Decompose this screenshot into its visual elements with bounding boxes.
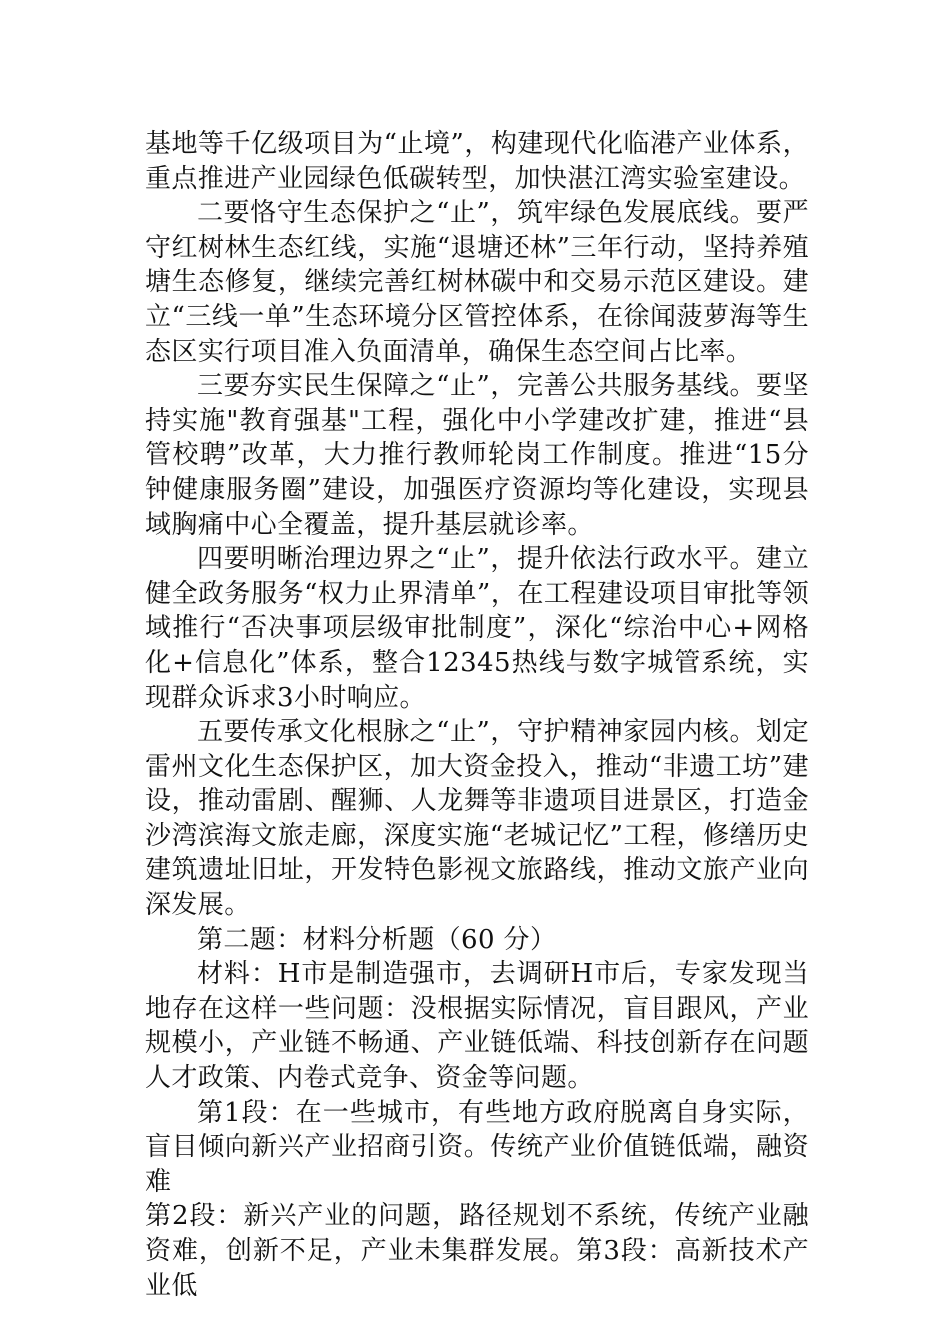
document-body bbox=[145, 127, 809, 1303]
paragraph-section-one: 第1段：在一些城市，有些地方政府脱离自身实际，盲目倾向新兴产业招商引资。传统产业价值链低端，融资难 bbox=[145, 1097, 809, 1197]
paragraph-continuation: 基地等千亿级项目为“止境”，构建现代化临港产业体系，重点推进产业园绿色低碳转型，加快湛江湾实验室建设。 bbox=[145, 129, 809, 194]
paragraph-cultural-heritage: 五要传承文化根脉之“止”，守护精神家园内核。划定雷州文化生态保护区，加大资金投入，推动“非遗工坊”建设，推动雷剧、醒狮、人龙舞等非遗项目进景区，打造金沙湾滨海文旅走廊，深度实施“老城记忆”工程，修缮历史建筑遗址旧址，开发特色影视文旅路线，推动文旅产业向深发展。 bbox=[145, 717, 809, 921]
paragraph-ecological-protection: 二要恪守生态保护之“止”，筑牢绿色发展底线。要严守红树林生态红线，实施“退塘还林”三年行动，坚持养殖塘生态修复，继续完善红树林碳中和交易示范区建设。建立“三线一单”生态环境分区管控体系，在徐闻菠萝海等生态区实行项目准入负面清单，确保生态空间占比率。 bbox=[145, 198, 809, 367]
paragraph-section-two: 第2段：新兴产业的问题，路径规划不系统，传统产业融资难，创新不足，产业未集群发展。第3段：高新技术产业低 bbox=[145, 1201, 809, 1301]
paragraph-governance-boundary: 四要明晰治理边界之“止”，提升依法行政水平。建立健全政务服务“权力止界清单”，在工程建设项目审批等领域推行“否决事项层级审批制度”，深化“综治中心+网格化+信息化”体系，整合12345热线与数字城管系统，实现群众诉求3小时响应。 bbox=[145, 544, 809, 713]
question-two-heading: 第二题：材料分析题（60 分） bbox=[197, 924, 557, 955]
paragraph-material: 材料：H市是制造强市，去调研H市后，专家发现当地存在这样一些问题：没根据实际情况，盲目跟风，产业规模小，产业链不畅通、产业链低端、科技创新存在问题人才政策、内卷式竞争、资金等问题。 bbox=[145, 959, 809, 1094]
paragraph-livelihood-security: 三要夯实民生保障之“止”，完善公共服务基线。要坚持实施"教育强基"工程，强化中小学建改扩建，推进“县管校聘”改革，大力推行教师轮岗工作制度。推进“15分钟健康服务圈”建设，加强医疗资源均等化建设，实现县域胸痛中心全覆盖，提升基层就诊率。 bbox=[145, 371, 809, 540]
